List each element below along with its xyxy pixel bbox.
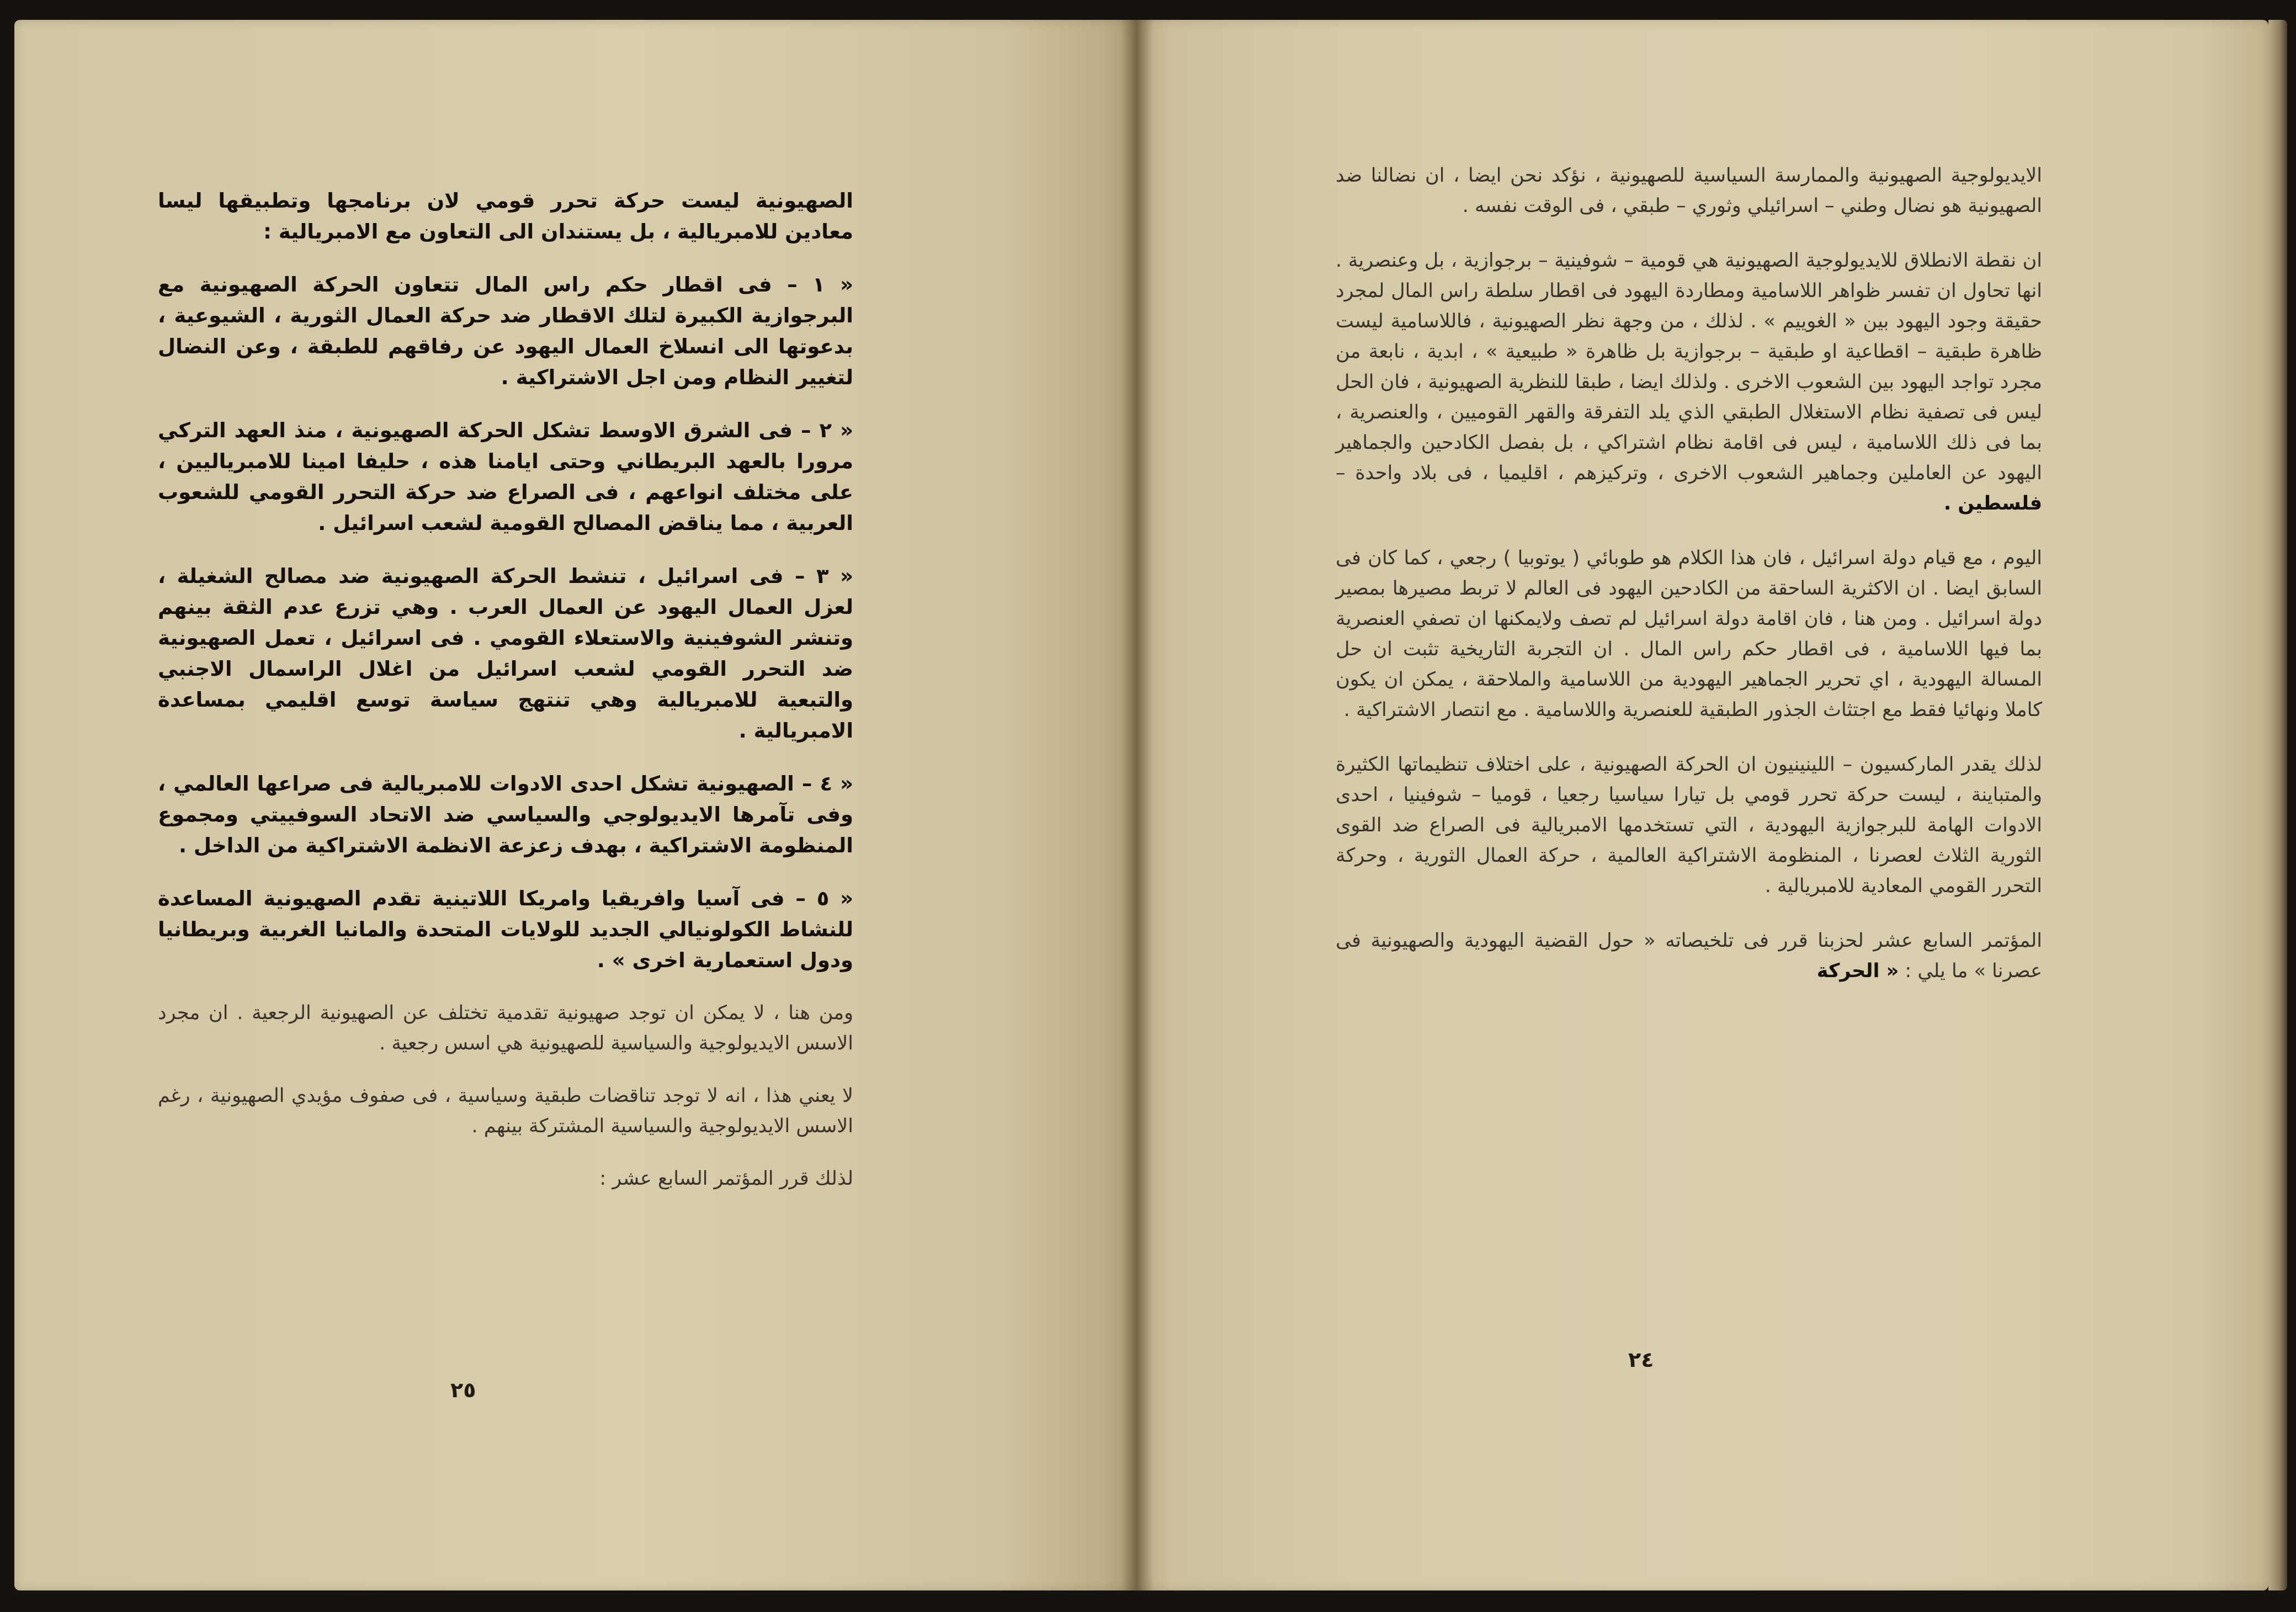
left-paragraph-5: « ٤ – الصهيونية تشكل احدى الادوات للامبريالية فى صراعها العالمي ، وفى تآمرها الايديولوجي والسياسي ضد الاتحاد السوفييتي ومجموع المنظومة الاشتراكية ، بهدف زعزعة الانظمة الاشتراكية من الداخل . [158, 772, 853, 857]
left-page-text [158, 185, 853, 1216]
book-gutter [1120, 20, 1154, 1590]
left-paragraph-1: الصهيونية ليست حركة تحرر قومي لان برنامجها وتطبيقها ليسا معادين للامبريالية ، بل يستندان الى التعاون مع الامبريالية : [158, 189, 853, 243]
right-paragraph-2-emphasis: فلسطين . [1943, 492, 2042, 515]
right-paragraph-5-emphasis: « الحركة [1816, 960, 1899, 982]
right-page [1137, 20, 2268, 1590]
right-paragraph-5 [1336, 926, 2042, 987]
right-page-text [1336, 161, 2042, 1011]
left-paragraph-8: لا يعني هذا ، انه لا توجد تناقضات طبقية وسياسية ، فى صفوف مؤيدي الصهيونية ، رغم الاسس الايديولوجية والسياسية المشتركة بينهم . [158, 1085, 853, 1137]
left-paragraph-9: لذلك قرر المؤتمر السابع عشر : [599, 1168, 853, 1190]
left-page [14, 20, 1137, 1590]
right-paragraph-4: لذلك يقدر الماركسيون – اللينينيون ان الحركة الصهيونية ، على اختلاف تنظيماتها الكثيرة والمتباينة ، ليست حركة تحرر قومي بل تيارا سياسيا رجعيا ، قوميا – شوفينيا ، احدى الادوات الهامة للبرجوازية اليهودية ، التي تستخدمها الامبريالية فى الصراع ضد القوى الثورية الثلاث لعصرنا ، المنظومة الاشتراكية العالمية ، حركة العمال الثورية ، وحركة التحرر القومي المعادية للامبريالية . [1336, 754, 2042, 897]
right-paragraph-2 [1336, 246, 2042, 519]
left-paragraph-4: « ٣ – فى اسرائيل ، تنشط الحركة الصهيونية ضد مصالح الشغيلة ، لعزل العمال اليهود عن العمال العرب . وهي تزرع عدم الثقة بينهم وتنشر الشوفينية والاستعلاء القومي . فى اسرائيل ، تعمل الصهيونية ضد التحرر القومي لشعب اسرائيل من اغلال الراسمال الاجنبي والتبعية للامبريالية وهي تنتهج سياسة توسع اقليمي بمساعدة الامبريالية . [158, 564, 853, 743]
left-paragraph-2: « ١ – فى اقطار حكم راس المال تتعاون الحركة الصهيونية مع البرجوازية الكبيرة لتلك الاقطار ضد حركة العمال الثورية ، الشيوعية ، بدعوتها الى انسلاخ العمال اليهود عن رفاقهم للطبقة ، وعن النضال لتغيير النظام ومن اجل الاشتراكية . [158, 273, 853, 389]
left-paragraph-6: « ٥ – فى آسيا وافريقيا وامريكا اللاتينية تقدم الصهيونية المساعدة للنشاط الكولونيالي الجديد للولايات المتحدة والمانيا الغربية وبريطانيا ودول استعمارية اخرى » . [158, 887, 853, 972]
right-page-number: ٢٤ [1628, 1348, 1654, 1372]
right-paragraph-3: اليوم ، مع قيام دولة اسرائيل ، فان هذا الكلام هو طوبائي ( يوتوبيا ) رجعي ، كما كان فى السابق ايضا . ان الاكثرية الساحقة من الكادحين اليهود فى العالم لا تربط مصيرها بمصير دولة اسرائيل . ومن هنا ، فان اقامة دولة اسرائيل لم تصف ولايمكنها ان تصفي العنصرية بما فيها اللاسامية ، فى اقطار حكم راس المال . ان التجربة التاريخية تثبت ان حل المسالة اليهودية ، اي تحرير الجماهير اليهودية من اللاسامية والملاحقة ، يمكن ان يكون كاملا ونهائيا فقط مع اجتثاث الجذور الطبقية للعنصرية واللاسامية . مع انتصار الاشتراكية . [1336, 547, 2042, 721]
left-paragraph-3: « ٢ – فى الشرق الاوسط تشكل الحركة الصهيونية ، منذ العهد التركي مرورا بالعهد البريطاني وحتى ايامنا هذه ، حليفا امينا للامبرياليين ، على مختلف انواعهم ، فى الصراع ضد حركة التحرر القومي للشعوب العربية ، مما يناقض المصالح القومية لشعب اسرائيل . [158, 418, 853, 535]
left-paragraph-7: ومن هنا ، لا يمكن ان توجد صهيونية تقدمية تختلف عن الصهيونية الرجعية . ان مجرد الاسس الايديولوجية والسياسية للصهيونية هي اسس رجعية . [158, 1002, 853, 1054]
right-paragraph-1: الايديولوجية الصهيونية والممارسة السياسية للصهيونية ، نؤكد نحن ايضا ، ان نضالنا ضد الصهيونية هو نضال وطني – اسرائيلي وثوري – طبقي ، فى الوقت نفسه . [1336, 165, 2042, 217]
right-paragraph-5-body: المؤتمر السابع عشر لحزبنا قرر فى تلخيصاته « حول القضية اليهودية والصهيونية فى عصرنا » ما يلي : [1336, 930, 2042, 982]
page-edge [2268, 20, 2287, 1590]
right-paragraph-2-body: ان نقطة الانطلاق للايديولوجية الصهيونية هي قومية – شوفينية – برجوازية ، بل وعنصرية . انها تحاول ان تفسر ظواهر اللاسامية ومطاردة اليهود فى اقطار سلطة راس المال لمجرد حقيقة وجود اليهود بين « الغوييم » . لذلك ، من وجهة نظر الصهيونية ، فاللاسامية ليست ظاهرة طبقية – اقطاعية او طبقية – برجوازية بل ظاهرة « طبيعية » ، ابدية ، نابعة من مجرد تواجد اليهود بين الشعوب الاخرى . ولذلك ايضا ، طبقا للنظرية الصهيونية ، فان الحل ليس فى تصفية نظام الاستغلال الطبقي الذي يلد التفرقة والقهر القوميين ، والعنصرية ، بما فى ذلك اللاسامية ، ليس فى اقامة نظام اشتراكي ، بل بفصل الكادحين والجماهير اليهود عن العاملين وجماهير الشعوب الاخرى ، وتركيزهم ، اقليميا ، فى بلاد واحدة – [1336, 250, 2042, 484]
left-page-number: ٢٥ [450, 1378, 476, 1402]
